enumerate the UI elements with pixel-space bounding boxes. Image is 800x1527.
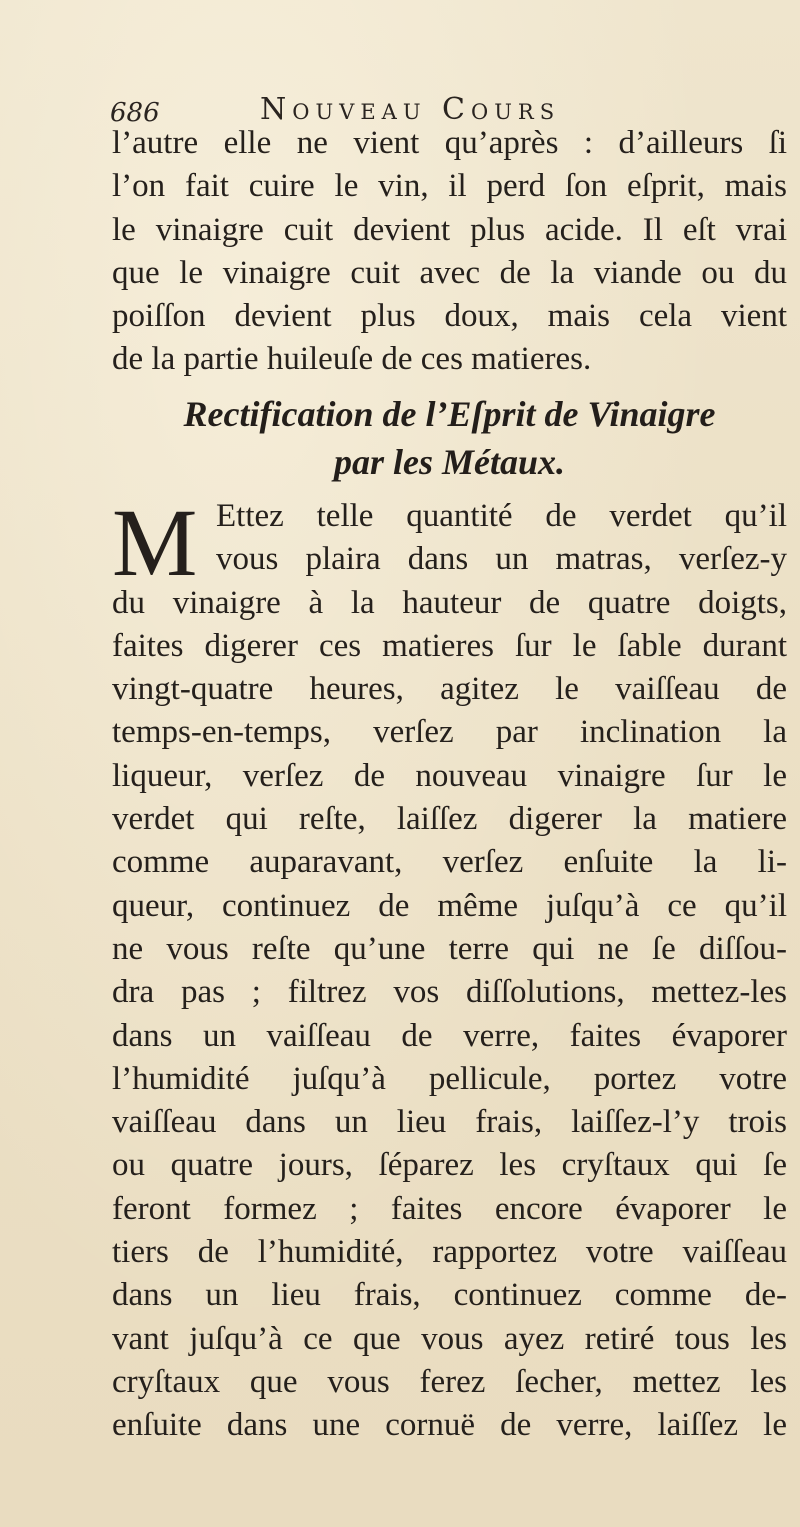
text-line: cryſtaux que vous ferez ſecher, mettez les (112, 1363, 787, 1400)
text-line: vaiſſeau dans un lieu frais, laiſſez-l’y trois (112, 1104, 787, 1141)
drop-cap: M (112, 489, 198, 596)
section-title (112, 390, 787, 486)
text-line: de la partie huileuſe de ces matieres. (112, 341, 592, 378)
page-number: 686 (110, 98, 160, 128)
section-title-line: Rectification de l’Eſprit de Vinaigre (183, 394, 716, 434)
text-line: que le vinaigre cuit avec de la viande ou du (112, 254, 787, 291)
text-line: le vinaigre cuit devient plus acide. Il eſt vrai (112, 211, 787, 248)
text-line: l’autre elle ne vient qu’après : d’ailleurs ſi (112, 125, 787, 161)
text-line: vant juſqu’à ce que vous ayez retiré tous les (112, 1320, 787, 1357)
text-line: dans un vaiſſeau de verre, faites évaporer (112, 1017, 787, 1054)
paragraph-continuation (112, 122, 787, 382)
text-line: dra pas ; filtrez vos diſſolutions, mettez-les (112, 974, 787, 1011)
text-line: feront formez ; faites encore évaporer le (112, 1190, 787, 1227)
text-line: queur, continuez de même juſqu’à ce qu’il (112, 887, 787, 924)
section-title-line: par les Métaux. (333, 442, 565, 482)
text-line: dans un lieu frais, continuez comme de- (112, 1277, 787, 1314)
text-line: faites digerer ces matieres ſur le ſable durant (112, 627, 787, 664)
text-line: tiers de l’humidité, rapportez votre vaiſſeau (112, 1234, 787, 1271)
text-line: temps-en-temps, verſez par inclination la (112, 714, 787, 751)
text-line: l’humidité juſqu’à pellicule, portez votre (112, 1060, 787, 1097)
drop-cap-lines (216, 495, 787, 582)
text-line: comme auparavant, verſez enſuite la li- (112, 844, 787, 881)
text-line: vous plaira dans un matras, verſez-y (216, 541, 787, 578)
text-line: du vinaigre à la hauteur de quatre doigts, (112, 584, 787, 621)
running-head: Nouveau Cours (260, 92, 561, 127)
text-line: poiſſon devient plus doux, mais cela vient (112, 298, 787, 335)
text-line: liqueur, verſez de nouveau vinaigre ſur le (112, 757, 787, 794)
text-line: ou quatre jours, ſéparez les cryſtaux qui ſe (112, 1147, 787, 1184)
text-line: vingt-quatre heures, agitez le vaiſſeau de (112, 671, 787, 708)
text-line: verdet qui reſte, laiſſez digerer la matiere (112, 801, 787, 838)
text-line: enſuite dans une cornuë de verre, laiſſez le (112, 1407, 787, 1444)
text-line: l’on fait cuire le vin, il perd ſon eſprit, mais (112, 168, 787, 205)
text-line: Ettez telle quantité de verdet qu’il (216, 498, 787, 534)
section-paragraph (112, 582, 787, 1448)
text-line: ne vous reſte qu’une terre qui ne ſe diſſou- (112, 930, 787, 967)
